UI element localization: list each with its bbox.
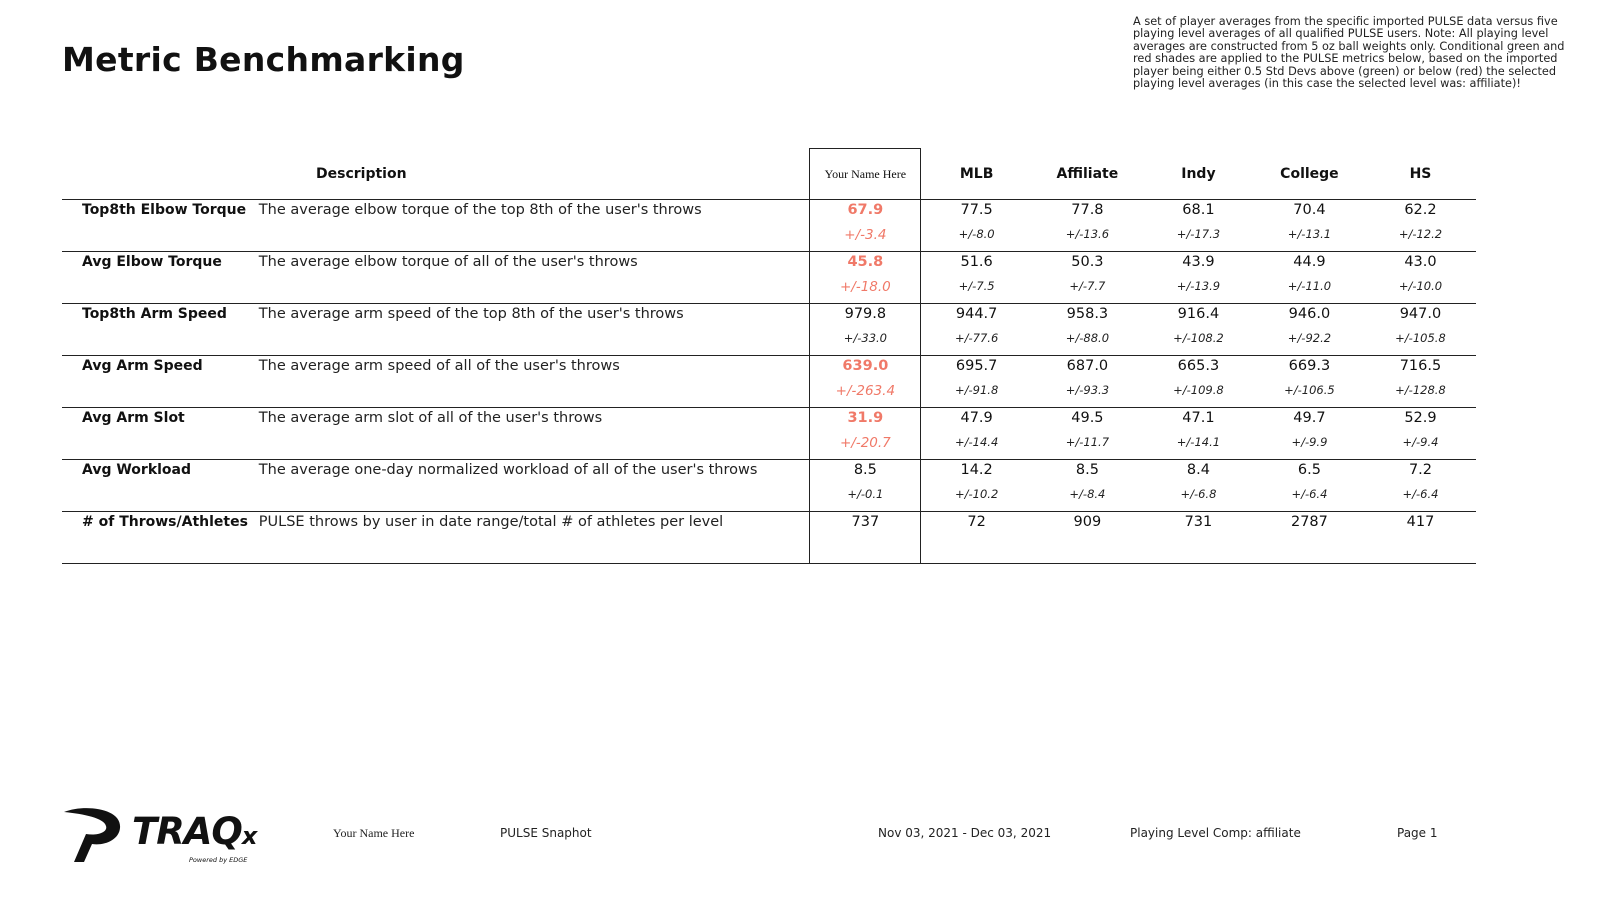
traqx-swoosh-icon: [62, 806, 128, 864]
column-header-hs: HS: [1409, 165, 1432, 182]
level-value: 43.0: [1404, 254, 1437, 270]
table-row: [62, 252, 1476, 279]
metric-description: The average elbow torque of all of the user's throws: [258, 254, 638, 270]
player-std: +/-20.7: [810, 434, 921, 460]
level-std: +/-13.6: [1065, 227, 1110, 241]
level-std: +/-6.4: [1291, 487, 1328, 501]
player-std: +/-0.1: [810, 486, 921, 512]
player-value: 737: [810, 512, 921, 539]
level-std: +/-13.9: [1176, 279, 1221, 293]
level-value: 417: [1406, 514, 1435, 530]
level-std: +/-7.7: [1069, 279, 1106, 293]
level-value: 916.4: [1177, 306, 1220, 322]
logo-powered-by: Powered by EDGE: [189, 856, 248, 864]
level-std: +/-108.2: [1173, 331, 1224, 345]
level-value: 62.2: [1404, 202, 1437, 218]
page-title: Metric Benchmarking: [62, 40, 465, 79]
level-std: [1143, 538, 1254, 564]
level-std: +/-10.0: [1398, 279, 1443, 293]
player-std: +/-263.4: [810, 382, 921, 408]
level-value: 958.3: [1066, 306, 1109, 322]
level-value: 687.0: [1066, 358, 1109, 374]
level-std: +/-11.7: [1065, 435, 1110, 449]
footer-user-name: Your Name Here: [333, 826, 415, 840]
level-std: +/-109.8: [1173, 383, 1224, 397]
level-std: +/-13.1: [1287, 227, 1332, 241]
level-value: 77.5: [960, 202, 993, 218]
table-row: [62, 460, 1476, 487]
player-std: +/-18.0: [810, 278, 921, 304]
player-std: +/-33.0: [810, 330, 921, 356]
metric-description: The average elbow torque of the top 8th of the user's throws: [258, 202, 702, 218]
level-std: +/-7.5: [958, 279, 995, 293]
player-value: 8.5: [810, 460, 921, 487]
level-std: +/-6.8: [1180, 487, 1217, 501]
table-row: [62, 200, 1476, 227]
footer-comp-level: Playing Level Comp: affiliate: [1130, 826, 1301, 840]
level-value: 944.7: [955, 306, 998, 322]
level-value: 695.7: [955, 358, 998, 374]
level-std: [1032, 538, 1143, 564]
table-header-row: [62, 149, 1476, 200]
player-std: +/-3.4: [810, 226, 921, 252]
level-value: 44.9: [1293, 254, 1326, 270]
table-row: [62, 356, 1476, 383]
column-header-mlb: MLB: [959, 165, 994, 182]
level-std: +/-88.0: [1065, 331, 1110, 345]
metric-name: Top8th Arm Speed: [82, 306, 227, 322]
column-header-college: College: [1280, 165, 1339, 182]
level-value: 49.7: [1293, 410, 1326, 426]
level-value: 8.4: [1186, 462, 1210, 478]
level-std: +/-14.4: [955, 435, 999, 449]
table-row: [62, 304, 1476, 331]
metric-description: The average arm slot of all of the user's throws: [258, 410, 603, 426]
table-row: [62, 408, 1476, 435]
level-value: 77.8: [1071, 202, 1104, 218]
footer-report-name: PULSE Snaphot: [500, 826, 592, 840]
level-std: +/-92.2: [1287, 331, 1332, 345]
level-std: +/-17.3: [1176, 227, 1221, 241]
level-std: +/-8.0: [958, 227, 995, 241]
level-std: [1254, 538, 1365, 564]
column-header-player: Your Name Here: [810, 149, 921, 200]
logo-wordmark-suffix: x: [241, 822, 257, 850]
level-value: 47.9: [960, 410, 993, 426]
level-std: +/-11.0: [1287, 279, 1332, 293]
logo-wordmark-main: TRAQ: [132, 810, 242, 853]
level-value: 68.1: [1182, 202, 1215, 218]
level-value: 6.5: [1297, 462, 1321, 478]
metric-name: # of Throws/Athletes: [82, 514, 248, 530]
metric-description: PULSE throws by user in date range/total # of athletes per level: [258, 514, 724, 530]
level-std: +/-105.8: [1395, 331, 1446, 345]
level-std: +/-9.4: [1402, 435, 1439, 449]
player-value: 31.9: [810, 408, 921, 435]
level-std: +/-10.2: [955, 487, 999, 501]
level-std: +/-77.6: [955, 331, 999, 345]
metric-name: Top8th Elbow Torque: [82, 202, 247, 218]
level-value: 716.5: [1399, 358, 1442, 374]
level-value: 14.2: [960, 462, 993, 478]
level-std: +/-128.8: [1395, 383, 1446, 397]
column-header-description: Description: [316, 165, 407, 182]
metric-description: The average arm speed of all of the user's throws: [258, 358, 620, 374]
traqx-logo: [62, 806, 262, 868]
level-value: 909: [1073, 514, 1102, 530]
level-value: 669.3: [1288, 358, 1331, 374]
level-value: 49.5: [1071, 410, 1104, 426]
level-std: +/-93.3: [1065, 383, 1110, 397]
level-std: [921, 538, 1032, 564]
level-value: 50.3: [1071, 254, 1104, 270]
level-value: 72: [967, 514, 986, 530]
table-body: [62, 200, 1476, 564]
level-std: +/-106.5: [1284, 383, 1335, 397]
player-value: 45.8: [810, 252, 921, 279]
level-std: +/-8.4: [1069, 487, 1106, 501]
level-value: 51.6: [960, 254, 993, 270]
level-std: +/-91.8: [955, 383, 999, 397]
description-note: A set of player averages from the specific imported PULSE data versus five playing level averages of all qualified PULSE users. Note: All playing level averages are constructed from 5 oz ball weights only. Conditional green and red shades are applied to the PULSE metrics below, based on the imported player being either 0.5 Std Devs above (green) or below (red) the selected playing level averages (in this case the selected level was: affiliate)!: [1133, 15, 1565, 91]
level-value: 946.0: [1288, 306, 1331, 322]
column-header-affiliate: Affiliate: [1056, 165, 1119, 182]
level-value: 47.1: [1182, 410, 1215, 426]
level-value: 2787: [1290, 514, 1328, 530]
player-value: 979.8: [810, 304, 921, 331]
logo-wordmark: [132, 810, 256, 853]
level-value: 43.9: [1182, 254, 1215, 270]
level-value: 731: [1184, 514, 1213, 530]
level-value: 70.4: [1293, 202, 1326, 218]
benchmark-table: [62, 148, 1476, 564]
level-value: 8.5: [1075, 462, 1099, 478]
level-std: +/-6.4: [1402, 487, 1439, 501]
level-value: 665.3: [1177, 358, 1220, 374]
column-header-indy: Indy: [1181, 165, 1216, 182]
footer-date-range: Nov 03, 2021 - Dec 03, 2021: [878, 826, 1052, 840]
level-std: +/-12.2: [1398, 227, 1443, 241]
metric-name: Avg Workload: [82, 462, 192, 478]
metric-name: Avg Arm Slot: [82, 410, 185, 426]
level-std: +/-14.1: [1176, 435, 1221, 449]
metric-description: The average arm speed of the top 8th of the user's throws: [258, 306, 684, 322]
footer-page-number: Page 1: [1397, 826, 1438, 840]
level-value: 52.9: [1404, 410, 1437, 426]
player-std: [810, 538, 921, 564]
level-std: +/-9.9: [1291, 435, 1328, 449]
metric-name: Avg Elbow Torque: [82, 254, 222, 270]
metric-description: The average one-day normalized workload of all of the user's throws: [258, 462, 758, 478]
level-value: 947.0: [1399, 306, 1442, 322]
player-value: 67.9: [810, 200, 921, 227]
level-std: [1365, 538, 1476, 564]
level-value: 7.2: [1408, 462, 1432, 478]
table-row: [62, 512, 1476, 539]
metric-name: Avg Arm Speed: [82, 358, 203, 374]
player-value: 639.0: [810, 356, 921, 383]
